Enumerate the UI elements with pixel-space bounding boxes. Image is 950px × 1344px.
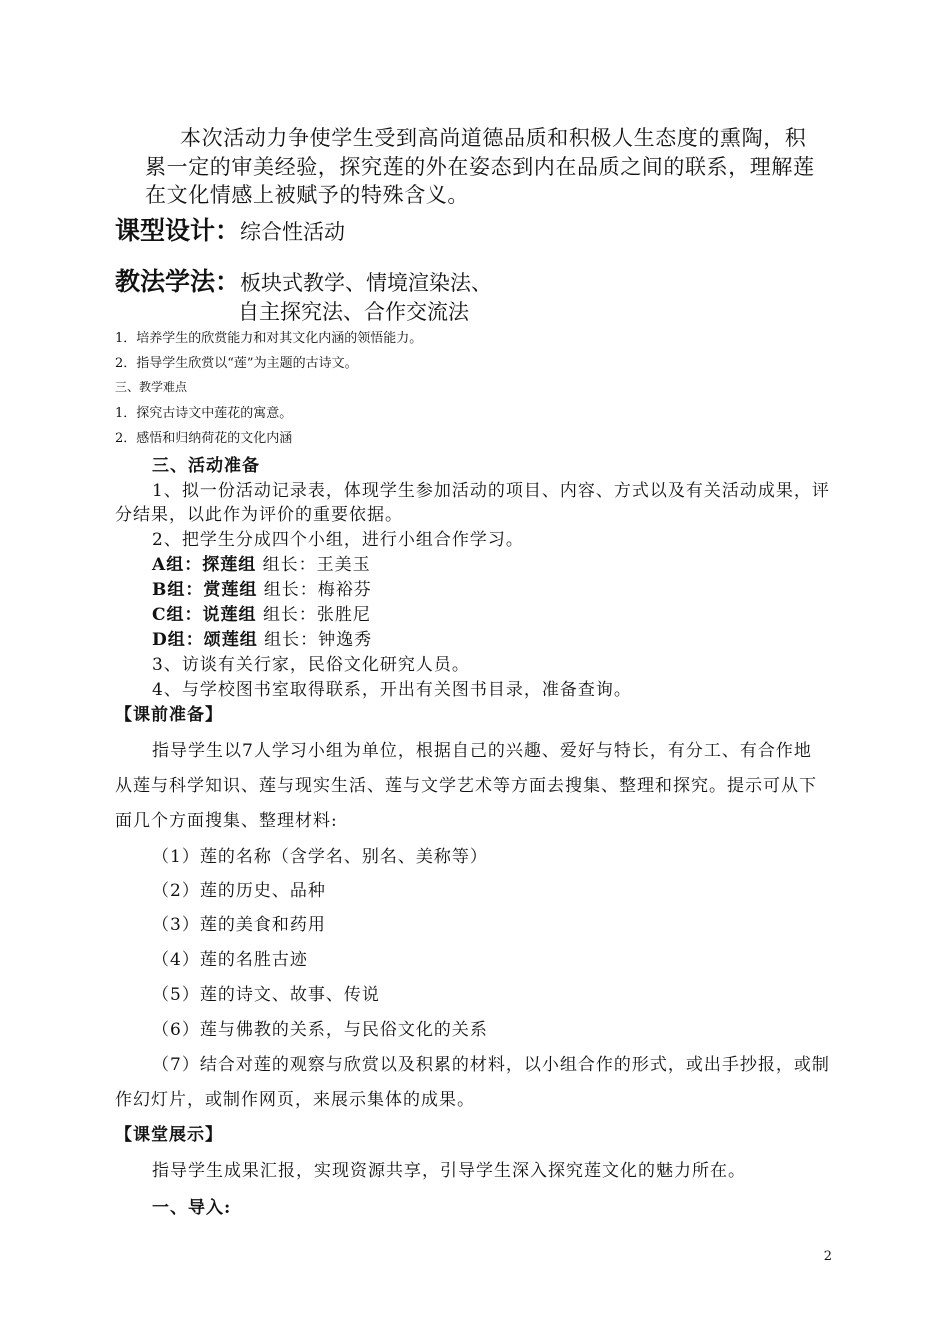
- classroom-para: 指导学生成果汇报，实现资源共享，引导学生深入探究莲文化的魅力所在。: [152, 1161, 746, 1181]
- methods-value-2: 自主探究法、合作交流法: [238, 300, 469, 324]
- group-row: [152, 625, 372, 650]
- goal-item: 2．指导学生欣赏以“莲”为主题的古诗文。: [115, 356, 358, 371]
- difficulty-item: 1．探究古诗文中莲花的寓意。: [115, 406, 293, 421]
- pre-class-heading: 【课前准备】: [115, 705, 223, 725]
- group-row: [152, 575, 372, 600]
- difficulty-heading: 三、教学难点: [115, 380, 188, 394]
- material-item: （6）莲与佛教的关系，与民俗文化的关系: [152, 1020, 488, 1040]
- group-leader: 组长：钟逸秀: [264, 630, 373, 650]
- group-name: A组：探莲组: [152, 555, 257, 575]
- intro-line-2: 累一定的审美经验，探究莲的外在姿态到内在品质之间的联系，理解莲: [145, 155, 815, 179]
- group-name: D组：颂莲组: [152, 630, 258, 650]
- group-name: C组：说莲组: [152, 605, 257, 625]
- pre-class-para-line-2: 从莲与科学知识、莲与现实生活、莲与文学艺术等方面去搜集、整理和探究。提示可从下: [115, 776, 817, 796]
- group-row: [152, 600, 371, 625]
- prep-item-1-line-2: 分结果，以此作为评价的重要依据。: [115, 505, 403, 525]
- material-item: （3）莲的美食和药用: [152, 915, 326, 935]
- classroom-sub-heading: 一、导入:: [152, 1198, 232, 1218]
- course-type-value: 综合性活动: [240, 220, 346, 244]
- prep-item-4: 4、与学校图书室取得联系，开出有关图书目录，准备查询。: [152, 680, 632, 700]
- group-name: B组：赏莲组: [152, 580, 258, 600]
- prep-item-2: 2、把学生分成四个小组，进行小组合作学习。: [152, 530, 524, 550]
- material-item: （5）莲的诗文、故事、传说: [152, 985, 380, 1005]
- group-leader: 组长：梅裕芬: [263, 580, 372, 600]
- methods-label: 教法学法：: [115, 267, 241, 296]
- course-type-label: 课型设计：: [115, 216, 241, 245]
- material-item: （1）莲的名称（含学名、别名、美称等）: [152, 847, 488, 867]
- goal-item: 1．培养学生的欣赏能力和对其文化内涵的领悟能力。: [115, 331, 423, 346]
- prep-heading: 三、活动准备: [152, 456, 260, 476]
- intro-line-3: 在文化情感上被赋予的特殊含义。: [145, 183, 469, 207]
- classroom-heading: 【课堂展示】: [115, 1125, 223, 1145]
- group-leader: 组长：张胜尼: [262, 605, 371, 625]
- pre-class-para-line-1: 指导学生以7人学习小组为单位，根据自己的兴趣、爱好与特长，有分工、有合作地: [152, 741, 812, 761]
- methods-value-1: 板块式教学、情境渲染法、: [240, 271, 493, 295]
- intro-line-1: 本次活动力争使学生受到高尚道德品质和积极人生态度的熏陶，积: [180, 126, 807, 150]
- difficulty-item: 2．感悟和归纳荷花的文化内涵: [115, 431, 293, 446]
- group-leader: 组长：王美玉: [262, 555, 371, 575]
- material-item: （4）莲的名胜古迹: [152, 950, 308, 970]
- course-type-heading: [115, 211, 345, 247]
- prep-item-1-line-1: 1、拟一份活动记录表，体现学生参加活动的项目、内容、方式以及有关活动成果，评: [152, 481, 830, 501]
- material-item-7-line-1: （7）结合对莲的观察与欣赏以及积累的材料，以小组合作的形式，或出手抄报，或制: [152, 1055, 830, 1075]
- material-item: （2）莲的历史、品种: [152, 881, 326, 901]
- page-number: 2: [823, 1249, 832, 1264]
- methods-heading: [115, 262, 492, 298]
- pre-class-para-line-3: 面几个方面搜集、整理材料:: [115, 811, 338, 831]
- material-item-7-line-2: 作幻灯片，或制作网页，来展示集体的成果。: [115, 1090, 475, 1110]
- prep-item-3: 3、访谈有关行家，民俗文化研究人员。: [152, 655, 470, 675]
- group-row: [152, 550, 371, 575]
